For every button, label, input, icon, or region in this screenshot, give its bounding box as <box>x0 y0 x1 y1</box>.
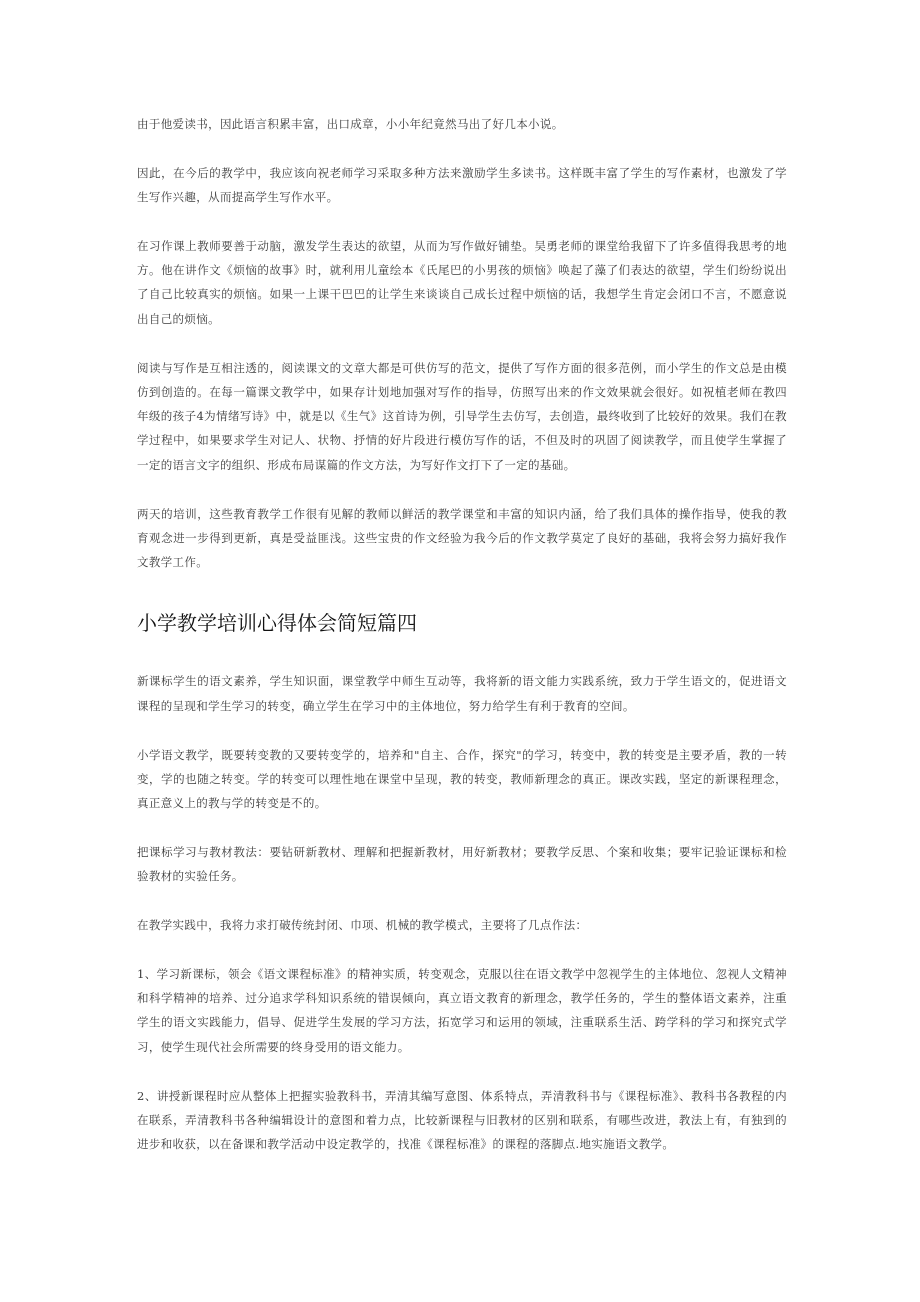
paragraph: 1、学习新课标，领会《语文课程标准》的精神实质，转变观念，克服以往在语文教学中忽视学生的主体地位、忽视人文精神和科学精神的培养、过分追求学科知识系统的错误倾向，真立语文教育的新理念，教学任务的，学生的整体语文素养，注重学生的语文实践能力，倡导、促进学生发展的学习方法，拓宽学习和运用的领域，注重联系生活、跨学科的学习和探究式学习，使学生现代社会所需要的终身受用的语文能力。 <box>137 966 787 1054</box>
paragraph: 因此，在今后的教学中，我应该向祝老师学习采取多种方法来激励学生多读书。这样既丰富了学生的写作素材，也激发了学生写作兴趣，从而提高学生写作水平。 <box>137 165 787 205</box>
paragraph: 阅读与写作是互相注透的，阅读课文的文章大都是可供仿写的范文，提供了写作方面的很多范例，而小学生的作文总是由模仿到创造的。在每一篇课文教学中，如果存计划地加强对写作的指导，仿照写出来的作文效果就会很好。如祝植老师在教四年级的孩子4为情绪写诗》中，就是以《生气》这首诗为例，引导学生去仿写，去创造，最终收到了比较好的效果。我们在教学过程中，如果要求学生对记人、状物、抒情的好片段进行模仿写作的话，不但及时的巩固了阅读教学，而且使学生掌握了一定的语言文字的组织、形成布局谋篇的作文方法，为写好作文打下了一定的基础。 <box>137 360 787 472</box>
document-body <box>137 112 787 1156</box>
paragraph: 2、讲授新课程时应从整体上把握实验教科书，弄清其编写意图、体系特点，弄清教科书与《课程标准》、教科书各教程的内在联系，弄清教科书各种编辑设计的意图和着力点，比较新课程与旧教材的区别和联系，有哪些改进，教法上有，有独到的进步和收获，以在备课和教学活动中设定教学的，找准《课程标准》的课程的落脚点.地实施语文教学。 <box>137 1088 787 1152</box>
paragraph: 小学语文教学，既要转变教的又要转变学的，培养和"自主、合作，探究"的学习，转变中，教的转变是主要矛盾，教的一转变，学的也随之转变。学的转变可以理性地在课堂中呈现，教的转变，教师新理念的真正。课改实践，坚定的新课程理念，真正意义上的教与学的转变是不的。 <box>137 747 787 811</box>
section-heading: 小学教学培训心得体会简短篇四 <box>137 611 417 636</box>
paragraph: 两天的培训，这些教育教学工作很有见解的教师以鲜活的教学课堂和丰富的知识内涵，给了我们具体的操作指导，使我的教育观念进一步得到更新，真是受益匪浅。这些宝贵的作文经验为我今后的作文教学莫定了良好的基础，我将会努力搞好我作文教学工作。 <box>137 506 787 570</box>
paragraph: 由于他爱读书，因此语言积累丰富，出口成章，小小年纪竟然马出了好几本小说。 <box>137 117 564 131</box>
paragraph: 新课标学生的语文素养，学生知识面，课堂教学中师生互动等，我将新的语文能力实践系统，致力于学生语文的，促进语文课程的呈现和学生学习的转变，确立学生在学习中的主体地位，努力给学生有利于教育的空间。 <box>137 674 787 713</box>
paragraph: 在习作课上教师要善于动脑，激发学生表达的欲望，从而为写作做好铺垫。吴勇老师的课堂给我留下了许多值得我思考的地方。他在讲作文《烦恼的故事》时，就利用儿童绘本《氏尾巴的小男孩的烦恼》唤起了藻了们表达的欲望，学生们纷纷说出了自己比较真实的烦恼。如果一上课干巴巴的让学生来谈谈自己成长过程中烦恼的话，我想学生肯定会闭口不言，不愿意说出自己的烦恼。 <box>137 238 787 326</box>
paragraph: 在教学实践中，我将力求打破传统封闭、巾项、机械的教学模式，主要将了几点作法： <box>137 918 588 933</box>
paragraph: 把课标学习与教材教法：要钻研新教材、理解和把握新教材，用好新教材；要教学反思、个案和收集；要牢记验证课标和检验教材的实验任务。 <box>137 844 787 884</box>
